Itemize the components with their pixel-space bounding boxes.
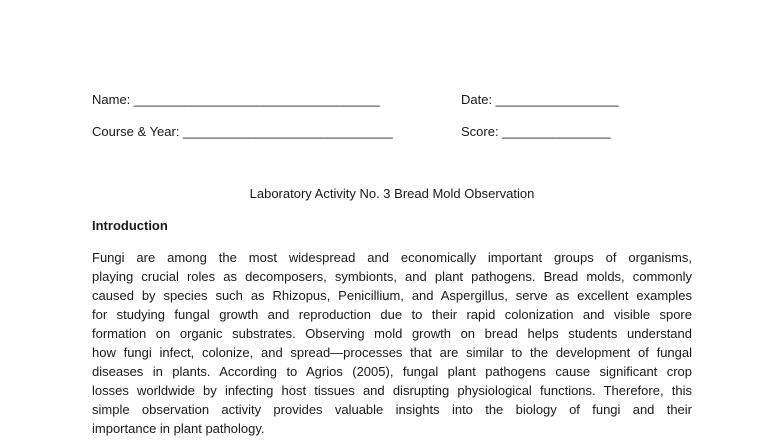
paragraph-line: simple observation activity provides valuable insights into the biology of fungi and their: [92, 402, 692, 417]
paragraph-line: caused by species such as Rhizopus, Penicillium, and Aspergillus, serve as excellent examples: [92, 288, 692, 303]
paragraph-line: how fungi infect, colonize, and spread—processes that are similar to the development of fungal: [92, 345, 692, 360]
paragraph-line: formation on organic substrates. Observing mold growth on bread helps students understand: [92, 326, 692, 341]
paragraph-line: diseases in plants. According to Agrios (2005), fungal plant pathogens cause significant crop: [92, 364, 692, 379]
paragraph-line: playing crucial roles as decomposers, symbionts, and plant pathogens. Bread molds, commonly: [92, 269, 692, 284]
paragraph-line: losses worldwide by infecting host tissues and disrupting physiological functions. Therefore, this: [92, 383, 692, 398]
section-heading: Introduction: [92, 218, 168, 233]
paragraph-line: for studying fungal growth and reproduction due to their rapid colonization and visible spore: [92, 307, 692, 322]
header-row-2: [92, 124, 692, 142]
document-title: Laboratory Activity No. 3 Bread Mold Observation: [249, 186, 535, 201]
score-field[interactable]: Score: _______________: [461, 124, 611, 139]
introduction-paragraph: [92, 248, 692, 438]
name-field[interactable]: Name: __________________________________: [92, 92, 380, 107]
course-year-field[interactable]: Course & Year: _____________________________: [92, 124, 393, 139]
date-field[interactable]: Date: _________________: [461, 92, 619, 107]
paragraph-line: Fungi are among the most widespread and economically important groups of organisms,: [92, 250, 692, 265]
paragraph-line: importance in plant pathology.: [92, 421, 265, 436]
header-row-1: [92, 92, 692, 110]
